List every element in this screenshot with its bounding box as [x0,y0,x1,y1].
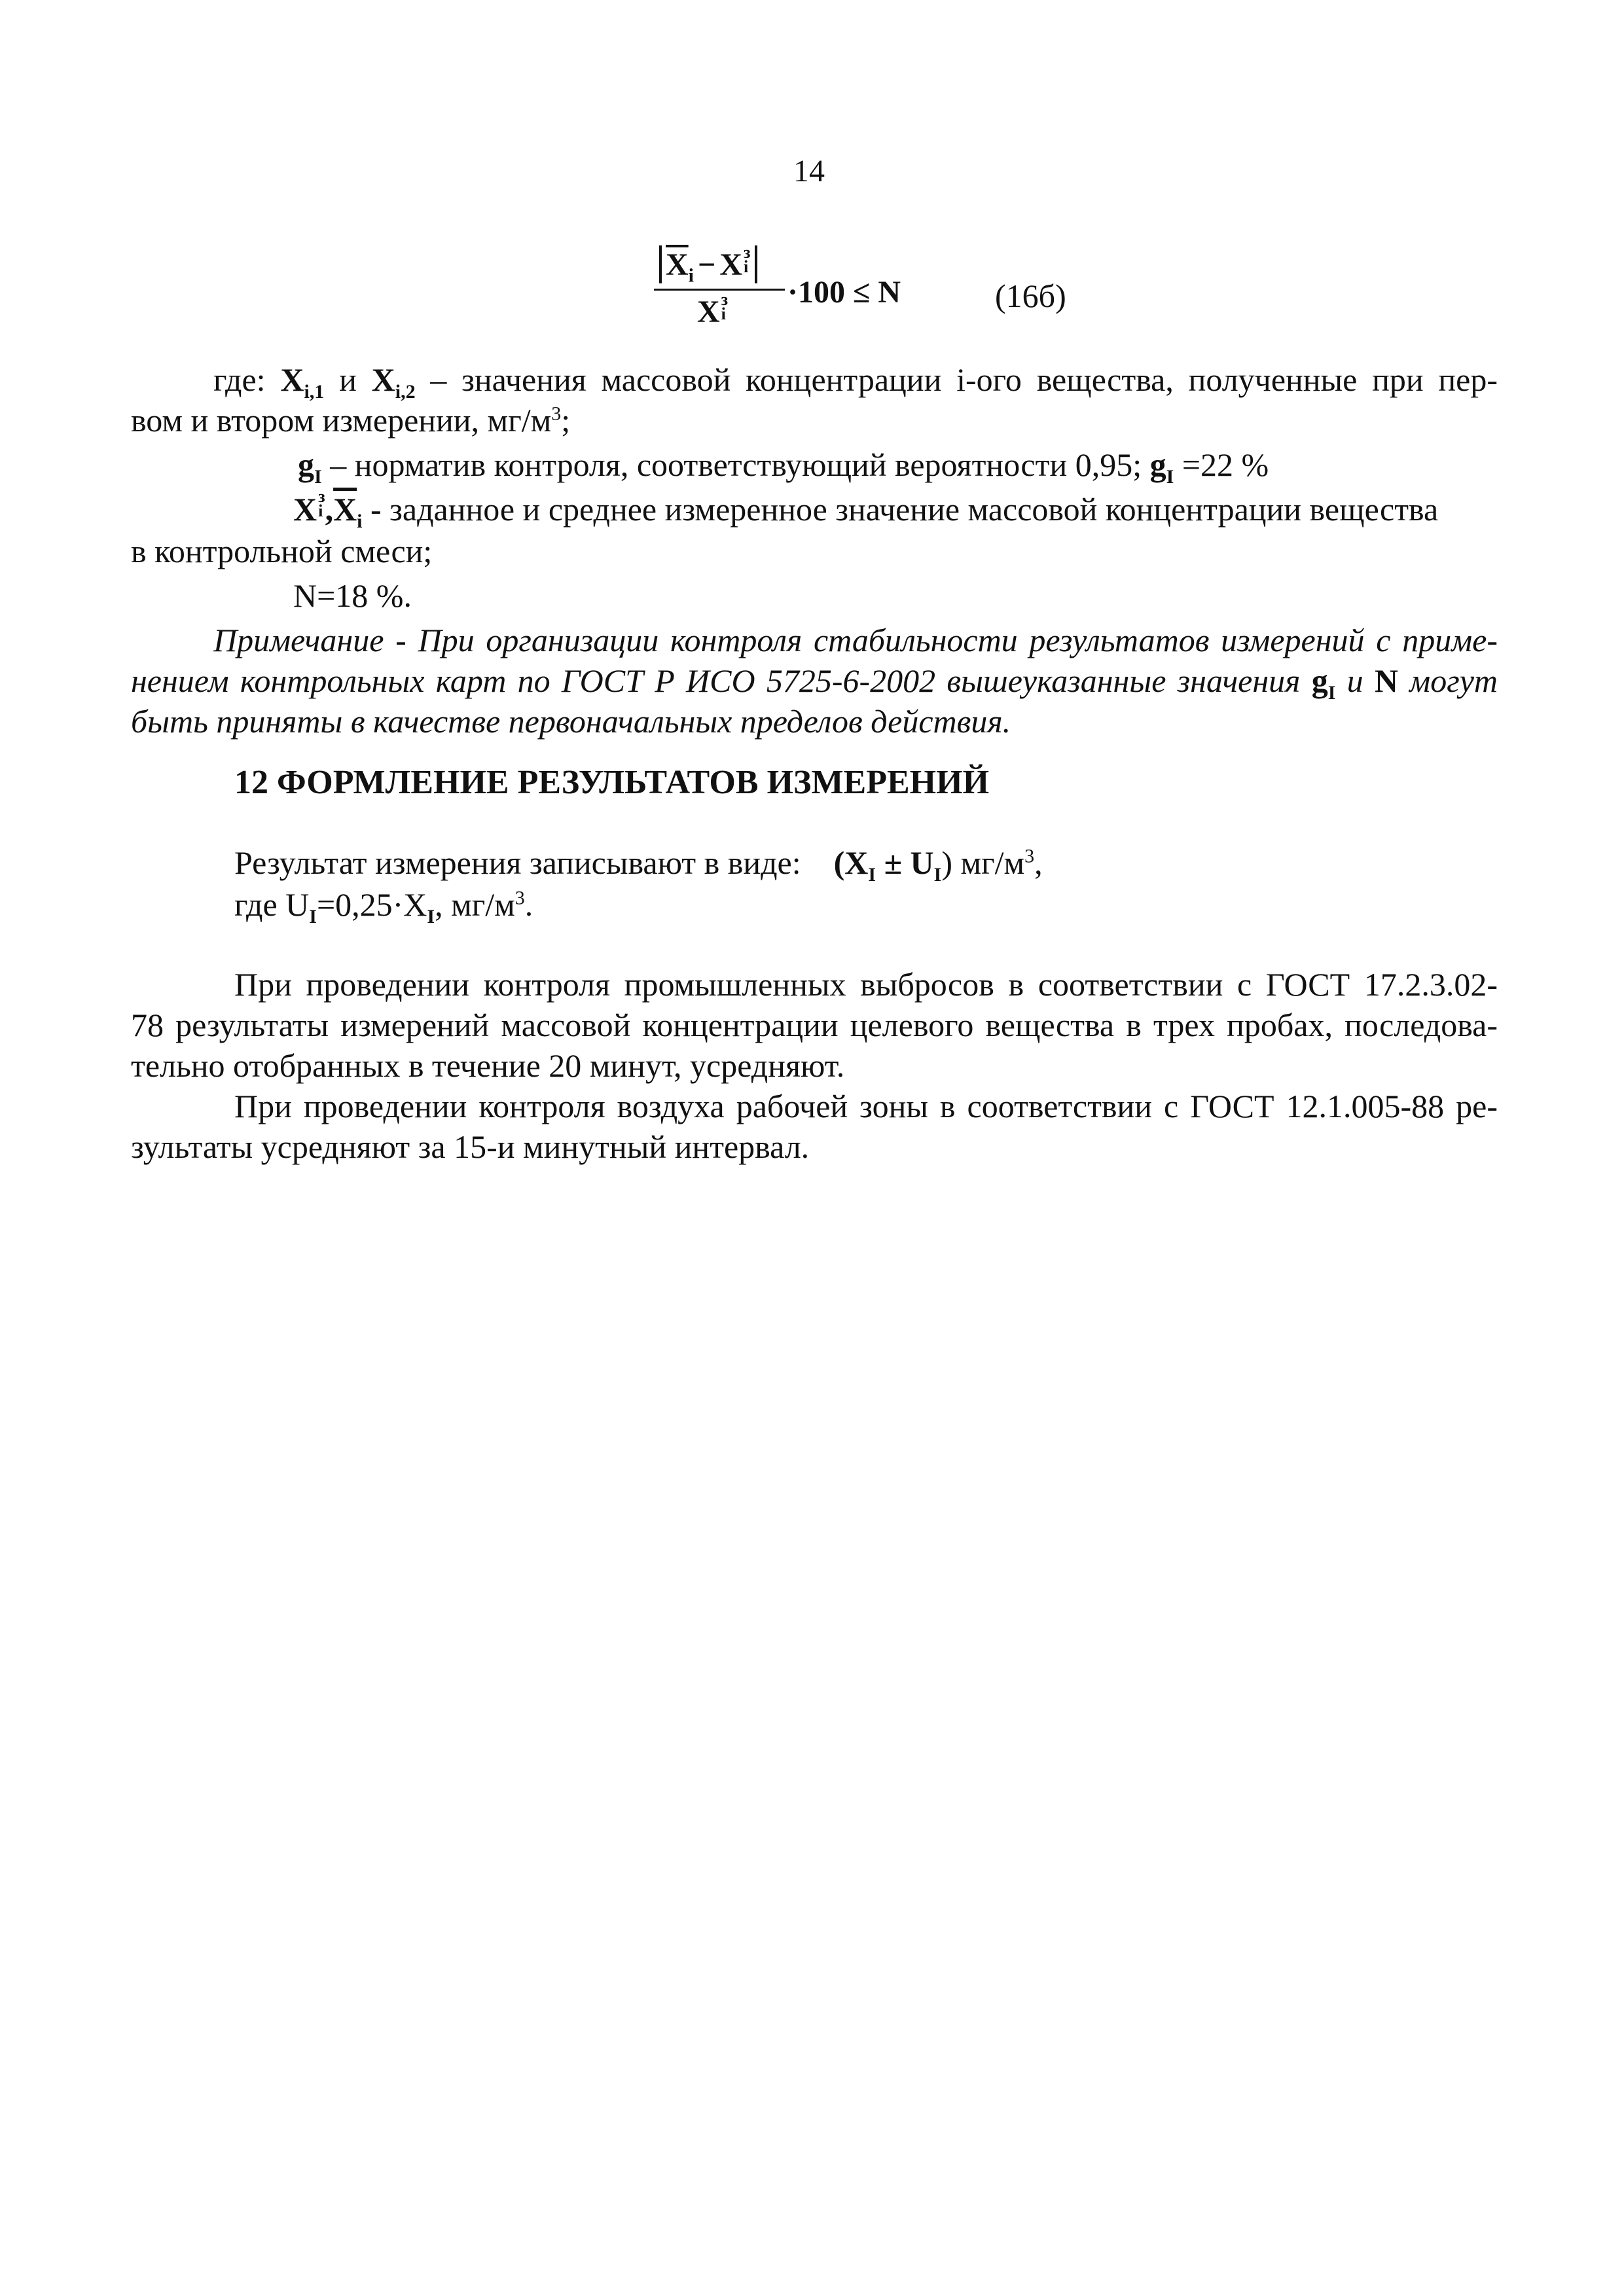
n-value: N=18 %. [293,577,412,614]
result-units-sup: 3 [1024,845,1035,867]
formula-xi-mean: $\overline{X}$ [666,247,689,282]
where-u-sup: 3 [514,887,525,909]
symbol-g-sub: I [314,466,322,488]
result-label: Результат измерения записывают в виде: [234,844,801,881]
where-line2-end: ; [561,402,571,439]
paragraph-1-line-1: При проведении контроля промышленных выбросов в соответствии с ГОСТ 17.2.3.02- [234,966,1498,1003]
page-number: 14 [793,154,825,188]
note-line-3: быть приняты в качестве первоначальных пределов действия. [131,703,1011,740]
where-line2-text: вом и втором измерении, мг/м [131,402,552,439]
formula-multiplier: ·100 ≤ N [787,275,901,310]
symbol-xz-sub: i [318,501,323,520]
note-line-1: Примечание - При организации контроля стабильности результатов измерений с приме- [213,622,1498,658]
note-and: и [1335,662,1375,699]
formula-denominator-x: X [697,295,720,329]
formula-minus: − [698,247,716,282]
symbol-g-2-sub: I [1166,466,1174,488]
formula-numerator [659,245,757,285]
formula-xz-sup: з [744,243,751,262]
where-and: и [324,361,372,398]
symbol-x1-sub: i,1 [304,381,325,403]
where-u-end: . [524,886,533,923]
symbol-x-mean: $\overline{X}$ [333,491,357,528]
note-line2-end: могут [1398,662,1498,699]
formula-denominator [697,290,729,332]
result-u-sub: I [933,864,942,886]
symbol-x2-sub: i,2 [395,381,416,403]
paragraph-1-line-2: 78 результаты измерений массовой концентрации целевого вещества в трех пробах, последова- [131,1007,1498,1043]
note-symbol-g-sub: I [1327,682,1336,704]
abs-bar-left [659,245,662,283]
result-line [234,843,1043,886]
where-line-g [298,445,1269,488]
where-u-text: где U [234,886,310,923]
paragraph-2-line-1: При проведении контроля воздуха рабочей зоны в соответствии с ГОСТ 12.1.005-88 ре- [234,1088,1498,1124]
note-line-2 [131,661,1498,704]
where-u-sub: I [309,906,317,927]
g-value: =22 % [1174,446,1269,483]
g-description: – норматив контроля, соответствующий вероятности 0,95; [321,446,1150,483]
symbol-x-mean-sub: i [357,511,363,532]
symbol-comma: , [325,491,334,528]
symbol-x2: X [371,361,395,398]
formula-denominator-sub: i [721,304,726,323]
where-line2-sup: 3 [551,403,562,425]
where-u-line [234,885,533,927]
formula-xz-sub: i [744,257,749,276]
note-symbol-g: g [1311,662,1328,699]
formula-xz: X [719,247,743,282]
section-heading: 12 ФОРМЛЕНИЕ РЕЗУЛЬТАТОВ ИЗМЕРЕНИЙ [234,764,990,801]
formula-xi-sub: i [688,264,695,287]
symbol-g: g [298,446,314,483]
xz-description: - заданное и среднее измеренное значение массовой концентрации вещества [362,491,1439,528]
result-x-sub: I [868,864,876,886]
where-line1-text: – значения массовой концентрации i-ого вещества, полученные при пер- [415,361,1498,398]
result-x: (X [833,844,869,881]
result-units: ) мг/м [941,844,1025,881]
where-prefix: где: [213,361,281,398]
formula-number: (16б) [995,278,1066,314]
where-u-rest: =0,25·X [316,886,427,923]
result-end: , [1034,844,1043,881]
symbol-g-2: g [1149,446,1166,483]
where-u-sub-2: I [427,906,435,927]
abs-bar-right [755,245,757,283]
formula-denominator-sup: з [721,290,729,309]
where-line-xz [293,487,1439,532]
where-line-1 [213,360,1498,403]
note-line2-text: нением контрольных карт по ГОСТ Р ИСО 5725-6-2002 вышеуказанные значения [131,662,1312,699]
symbol-x1: X [280,361,304,398]
result-pm-u: ± U [876,844,934,881]
fraction-bar [654,289,785,291]
symbol-xz-sup: з [318,487,325,506]
paragraph-2-line-2: зультаты усредняют за 15-и минутный интервал. [131,1128,810,1165]
where-line-xz-2: в контрольной смеси; [131,533,433,569]
symbol-xz: X [293,491,317,528]
where-line-2 [131,401,570,440]
paragraph-1-line-3: тельно отобранных в течение 20 минут, усредняют. [131,1047,845,1084]
where-u-units: , мг/м [435,886,515,923]
note-symbol-n: N [1374,662,1399,699]
